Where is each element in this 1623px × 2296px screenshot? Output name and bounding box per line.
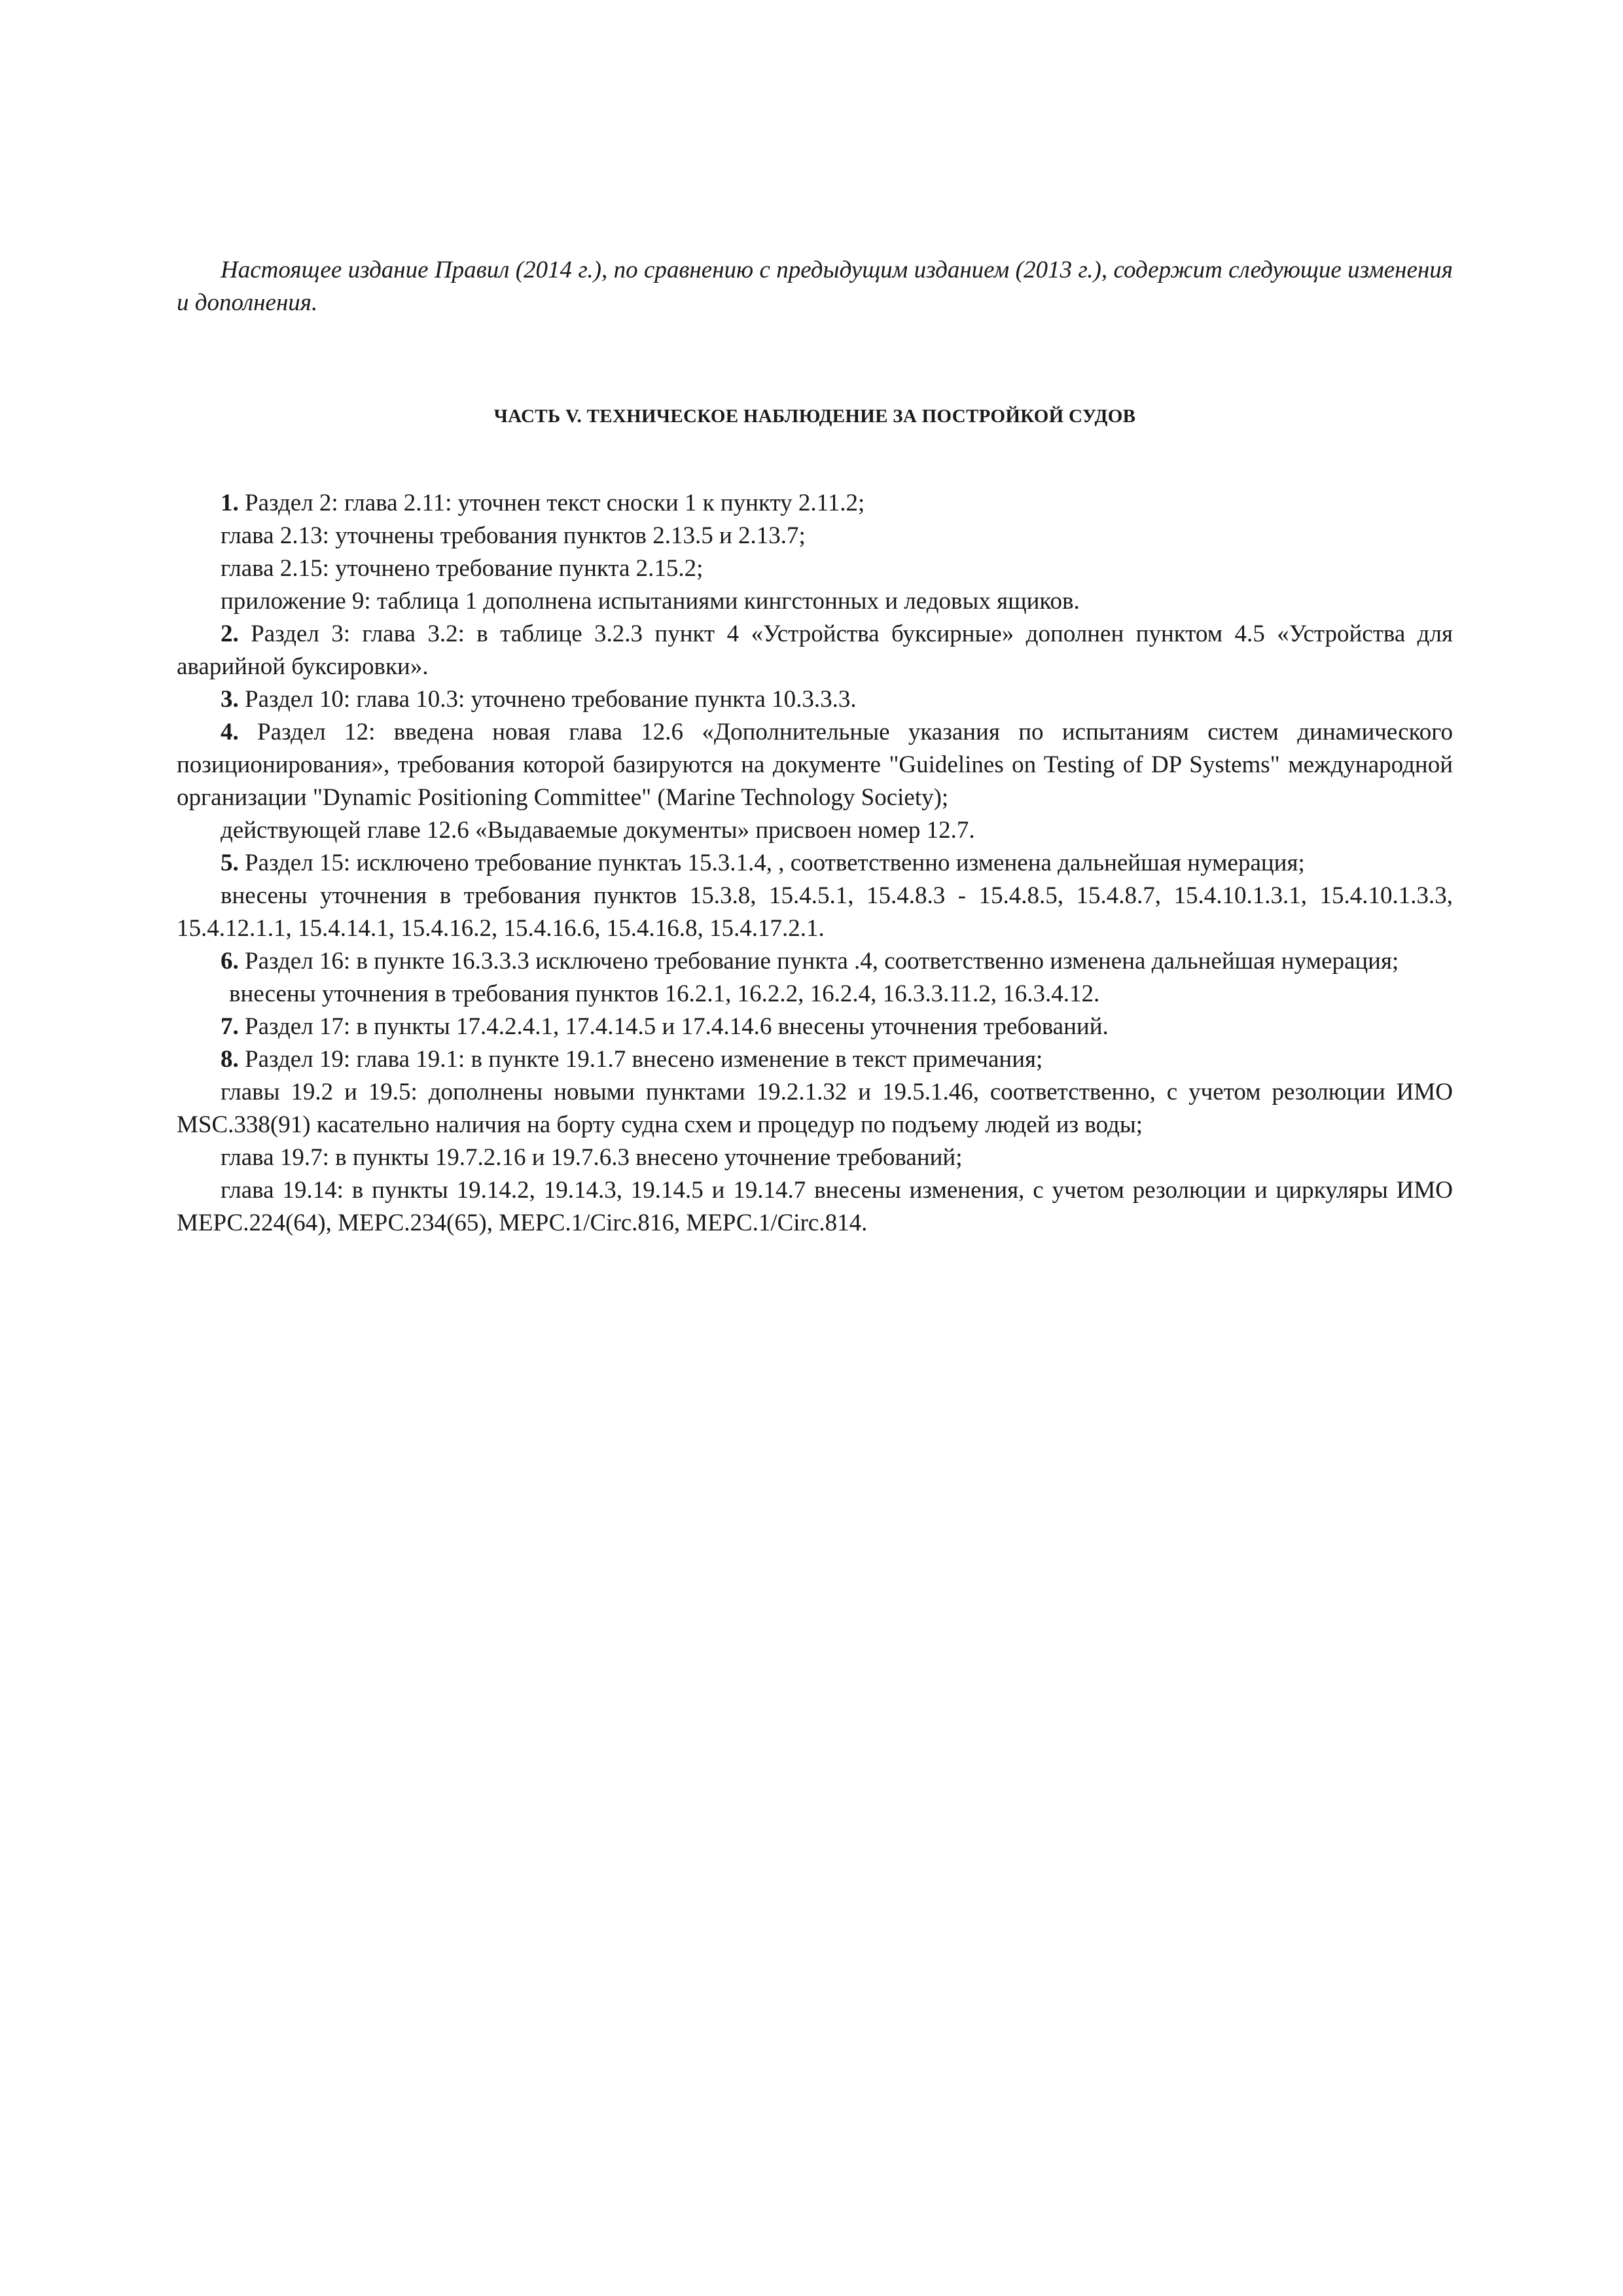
amendments-list [177, 487, 1453, 1240]
item-number: 7. [221, 1013, 239, 1040]
amendment-paragraph [177, 1141, 1453, 1174]
amendment-paragraph [177, 1043, 1453, 1076]
amendment-paragraph [177, 814, 1453, 847]
item-text: главы 19.2 и 19.5: дополнены новыми пунктами 19.2.1.32 и 19.5.1.46, соответственно, с учетом резолюции ИМО MSC.338(91) касательно наличия на борту судна схем и процедур по подъему людей из воды; [177, 1079, 1453, 1138]
amendment-paragraph [177, 520, 1453, 552]
item-text: внесены уточнения в требования пунктов 15.3.8, 15.4.5.1, 15.4.8.3 - 15.4.8.5, 15.4.8.7, 15.4.10.1.3.1, 15.4.10.1.3.3, 15.4.12.1.1, 15.4.14.1, 15.4.16.2, 15.4.16.6, 15.4.16.8, 15.4.17.2.1. [177, 882, 1453, 942]
amendment-paragraph [177, 847, 1453, 880]
item-text: внесены уточнения в требования пунктов 16.2.1, 16.2.2, 16.2.4, 16.3.3.11.2, 16.3.4.12. [229, 980, 1100, 1007]
amendment-paragraph [177, 1174, 1453, 1240]
item-text: Раздел 17: в пункты 17.4.2.4.1, 17.4.14.5 и 17.4.14.6 внесены уточнения требований. [245, 1013, 1109, 1040]
amendment-paragraph [177, 487, 1453, 520]
amendment-paragraph [177, 683, 1453, 716]
amendment-paragraph [177, 1076, 1453, 1141]
amendment-paragraph [177, 1011, 1453, 1043]
amendment-paragraph [177, 945, 1453, 978]
amendment-paragraph [177, 585, 1453, 618]
item-number: 3. [221, 686, 239, 713]
item-text: Раздел 19: глава 19.1: в пункте 19.1.7 внесено изменение в текст примечания; [245, 1046, 1043, 1073]
amendment-paragraph [177, 880, 1453, 945]
item-number: 5. [221, 850, 239, 876]
item-text: Раздел 10: глава 10.3: уточнено требование пункта 10.3.3.3. [245, 686, 857, 713]
item-text: глава 2.15: уточнено требование пункта 2.15.2; [221, 555, 704, 582]
amendment-paragraph [177, 552, 1453, 585]
item-number: 6. [221, 948, 239, 975]
item-text: Раздел 15: исключено требование пунктаъ 15.3.1.4, , соответственно изменена дальнейшая нумерация; [245, 850, 1305, 876]
item-number: 4. [221, 719, 239, 745]
item-text: Раздел 16: в пункте 16.3.3.3 исключено требование пункта .4, соответственно изменена дальнейшая нумерация; [245, 948, 1399, 975]
item-text: Раздел 2: глава 2.11: уточнен текст сноски 1 к пункту 2.11.2; [245, 490, 865, 516]
amendment-paragraph [177, 716, 1453, 814]
document-page [177, 254, 1453, 1240]
section-title: ЧАСТЬ V. ТЕХНИЧЕСКОЕ НАБЛЮДЕНИЕ ЗА ПОСТРОЙКОЙ СУДОВ [493, 406, 1136, 427]
item-text: глава 19.14: в пункты 19.14.2, 19.14.3, 19.14.5 и 19.14.7 внесены изменения, с учетом резолюции и циркуляры ИМО МЕРС.224(64), МЕРС.234(65), МЕРС.1/Circ.816, МЕРС.1/Circ.814. [177, 1177, 1453, 1236]
item-text: Раздел 12: введена новая глава 12.6 «Дополнительные указания по испытаниям систем динамического позиционирования», требования которой базируются на документе "Guidelines on Testing of DP Systems" международной организации "Dynamic Positioning Committee" (Marine Technology Society); [177, 719, 1453, 811]
item-number: 2. [221, 620, 239, 647]
item-text: приложение 9: таблица 1 дополнена испытаниями кингстонных и ледовых ящиков. [221, 588, 1080, 615]
intro-paragraph: Настоящее издание Правил (2014 г.), по сравнению с предыдущим изданием (2013 г.), содержит следующие изменения и дополнения. [177, 257, 1453, 316]
item-text: глава 2.13: уточнены требования пунктов 2.13.5 и 2.13.7; [221, 522, 806, 549]
amendment-paragraph [177, 978, 1453, 1011]
amendment-paragraph [177, 618, 1453, 683]
item-text: действующей главе 12.6 «Выдаваемые документы» присвоен номер 12.7. [221, 817, 975, 844]
item-text: глава 19.7: в пункты 19.7.2.16 и 19.7.6.3 внесено уточнение требований; [221, 1144, 963, 1171]
item-number: 8. [221, 1046, 239, 1073]
item-text: Раздел 3: глава 3.2: в таблице 3.2.3 пункт 4 «Устройства буксирные» дополнен пунктом 4.5 «Устройства для аварийной буксировки». [177, 620, 1453, 680]
item-number: 1. [221, 490, 239, 516]
